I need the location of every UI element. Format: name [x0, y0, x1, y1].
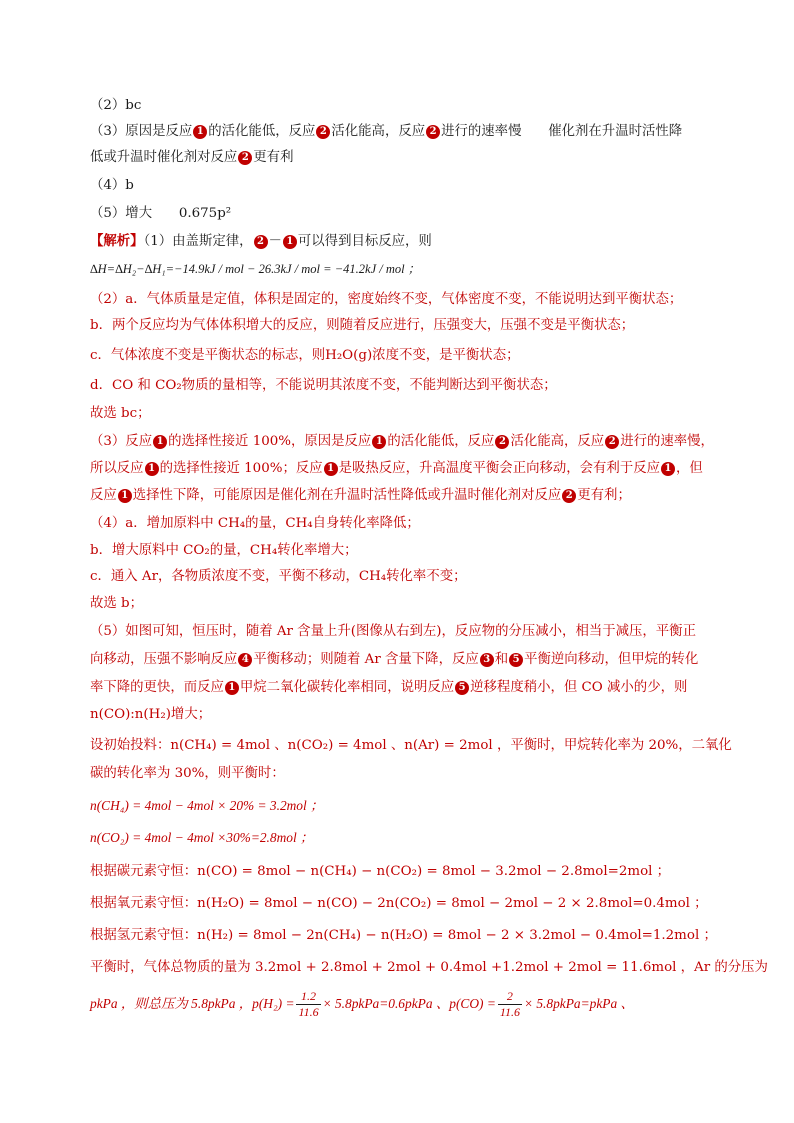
analysis-5-line-1: （5）如图可知，恒压时，随着 Ar 含量上升(图像从右到左)，反应物的分压减小，相当于减压，平衡正 [90, 624, 696, 639]
carbon-conservation: 根据碳元素守恒：n(CO) = 8mol − n(CH₄) − n(CO₂) = 8mol − 3.2mol − 2.8mol=2mol ； [90, 864, 671, 879]
analysis-part-1-intro: （1）由盖斯定律， 2 － 1 可以得到目标反应，则 [143, 234, 432, 249]
analysis-2d: d．CO 和 CO₂物质的量相等，不能说明其浓度不变，不能判断达到平衡状态； [90, 378, 557, 393]
answer-3-line-1: （3）原因是反应 1 的活化能低，反应 2 活化能高，反应 2 进行的速率慢 催化剂在升温时活性降 [90, 124, 683, 139]
circled-number-2: 2 [562, 489, 576, 503]
circled-number-1: 1 [283, 235, 297, 249]
answer-4: （4）b [90, 178, 134, 193]
circled-number-4: 4 [238, 653, 252, 667]
circled-number-2: 2 [426, 125, 440, 139]
analysis-5-line-4: n(CO):n(H₂)增大； [90, 707, 212, 722]
answer-5: （5）增大 0.675p² [90, 206, 232, 221]
total-moles-line: 平衡时，气体总物质的量为 3.2mol + 2.8mol + 2mol + 0.4mol +1.2mol + 2mol = 11.6mol ，Ar 的分压为 [90, 960, 768, 975]
analysis-intro [90, 231, 432, 252]
answer-3-line-2: 低或升温时催化剂对反应 2 更有利 [90, 150, 294, 165]
partial-pressure-part-a: pkPa ，则总压为 5.8pkPa ，p(H₂) = [90, 996, 295, 1011]
analysis-2a: （2）a．气体质量是定值，体积是固定的，密度始终不变，气体密度不变，不能说明达到平衡状态； [90, 292, 683, 307]
fraction-co-numerator: 2 [498, 989, 522, 1005]
conversion-line: 碳的转化率为 30%，则平衡时： [90, 766, 285, 781]
answer-2: （2）bc [90, 98, 142, 113]
ch4-equilibrium: n(CH₄) = 4mol − 4mol × 20% = 3.2mol ； [90, 798, 324, 813]
fraction-co [498, 989, 522, 1020]
fraction-h2-numerator: 1.2 [296, 989, 320, 1005]
analysis-3-line-3: 反应 1 选择性下降，可能原因是催化剂在升温时活性降低或升温时催化剂对反应 2 更有利； [90, 488, 631, 503]
circled-number-1: 1 [225, 681, 239, 695]
circled-number-2: 2 [254, 235, 268, 249]
circled-number-1: 1 [324, 462, 338, 476]
analysis-5-line-2: 向移动，压强不影响反应 4 平衡移动；则随着 Ar 含量下降，反应 3 和 5 平衡逆向移动，但甲烷的转化 [90, 652, 699, 667]
circled-number-1: 1 [153, 435, 167, 449]
fraction-h2 [296, 989, 320, 1020]
circled-number-1: 1 [193, 125, 207, 139]
circled-number-3: 3 [480, 653, 494, 667]
analysis-3-line-1: （3）反应 1 的选择性接近 100%，原因是反应 1 的活化能低，反应 2 活化能高，反应 2 进行的速率慢， [90, 434, 714, 449]
circled-number-1: 1 [145, 462, 159, 476]
oxygen-conservation: 根据氧元素守恒：n(H₂O) = 8mol − n(CO) − 2n(CO₂) = 8mol − 2mol − 2 × 2.8mol=0.4mol ； [90, 896, 708, 911]
partial-pressure-line [90, 984, 634, 1024]
circled-number-5: 5 [509, 653, 523, 667]
analysis-4a: （4）a．增加原料中 CH₄的量，CH₄自身转化率降低； [90, 516, 420, 531]
analysis-3-line-2: 所以反应 1 的选择性接近 100%；反应 1 是吸热反应，升高温度平衡会正向移动，会有利于反应 1 ，但 [90, 461, 703, 476]
enthalpy-formula: ∆H=∆H₂−∆H₁=−14.9kJ / mol − 26.3kJ / mol = −41.2kJ / mol ； [90, 262, 421, 276]
circled-number-5: 5 [455, 681, 469, 695]
analysis-4b: b．增大原料中 CO₂的量，CH₄转化率增大； [90, 543, 358, 558]
partial-pressure-part-c: × 5.8pkPa=pkPa 、 [523, 996, 634, 1011]
analysis-2-choice: 故选 bc； [90, 406, 151, 421]
analysis-4-choice: 故选 b； [90, 596, 143, 611]
analysis-2b: b．两个反应均为气体体积增大的反应，则随着反应进行，压强变大，压强不变是平衡状态； [90, 318, 635, 333]
hydrogen-conservation: 根据氢元素守恒：n(H₂) = 8mol − 2n(CH₄) − n(H₂O) = 8mol − 2 × 3.2mol − 0.4mol=1.2mol ； [90, 928, 717, 943]
circled-number-2: 2 [495, 435, 509, 449]
partial-pressure-part-b: × 5.8pkPa=0.6pkPa 、p(CO) = [322, 996, 496, 1011]
fraction-h2-denominator: 11.6 [298, 1004, 319, 1019]
analysis-4c: c．通入 Ar，各物质浓度不变，平衡不移动，CH₄转化率不变； [90, 569, 467, 584]
circled-number-2: 2 [238, 151, 252, 165]
co2-equilibrium: n(CO₂) = 4mol − 4mol ×30%=2.8mol ； [90, 830, 314, 845]
initial-feed-line: 设初始投料：n(CH₄) = 4mol 、n(CO₂) = 4mol 、n(Ar) = 2mol ，平衡时，甲烷转化率为 20%，二氧化 [90, 738, 732, 753]
fraction-co-denominator: 11.6 [499, 1004, 520, 1019]
circled-number-1: 1 [372, 435, 386, 449]
analysis-tag: 【解析】 [90, 233, 144, 249]
analysis-5-line-3: 率下降的更快，而反应 1 甲烷二氧化碳转化率相同，说明反应 5 逆移程度稍小，但 CO 减小的少，则 [90, 680, 688, 695]
analysis-2c: c．气体浓度不变是平衡状态的标志，则H₂O(g)浓度不变，是平衡状态； [90, 348, 520, 363]
circled-number-1: 1 [118, 489, 132, 503]
circled-number-2: 2 [605, 435, 619, 449]
circled-number-1: 1 [661, 462, 675, 476]
circled-number-2: 2 [316, 125, 330, 139]
